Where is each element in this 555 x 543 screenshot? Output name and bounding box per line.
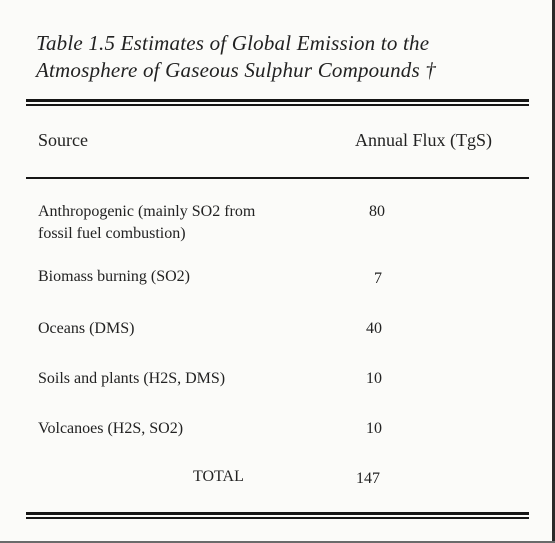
row-source-anthropogenic bbox=[38, 201, 255, 245]
row-source-line-2: fossil fuel combustion) bbox=[38, 225, 186, 242]
row-flux-volcanoes: 10 bbox=[366, 420, 382, 437]
row-source-oceans: Oceans (DMS) bbox=[38, 320, 135, 337]
bottom-rule-thick bbox=[26, 512, 529, 515]
table-caption bbox=[36, 30, 536, 84]
header-rule bbox=[26, 177, 529, 179]
caption-line-2: Atmosphere of Gaseous Sulphur Compounds † bbox=[36, 58, 437, 82]
row-flux-oceans: 40 bbox=[366, 320, 382, 337]
top-rule-thick bbox=[26, 99, 529, 102]
total-label: TOTAL bbox=[193, 468, 244, 485]
row-source-soils-plants: Soils and plants (H2S, DMS) bbox=[38, 370, 226, 387]
bottom-rule-thin bbox=[26, 517, 529, 519]
column-header-source: Source bbox=[38, 130, 88, 150]
row-flux-soils-plants: 10 bbox=[366, 370, 382, 387]
row-source-volcanoes: Volcanoes (H2S, SO2) bbox=[38, 420, 184, 437]
column-header-annual-flux: Annual Flux (TgS) bbox=[355, 130, 492, 150]
row-source-biomass: Biomass burning (SO2) bbox=[38, 268, 190, 285]
row-source-line-1: Anthropogenic (mainly SO2 from bbox=[38, 203, 256, 220]
row-flux-biomass: 7 bbox=[374, 270, 382, 287]
total-flux: 147 bbox=[356, 470, 380, 487]
top-rule-thin bbox=[26, 104, 529, 106]
row-flux-anthropogenic: 80 bbox=[369, 203, 385, 220]
caption-line-1: Table 1.5 Estimates of Global Emission to the bbox=[36, 31, 430, 55]
